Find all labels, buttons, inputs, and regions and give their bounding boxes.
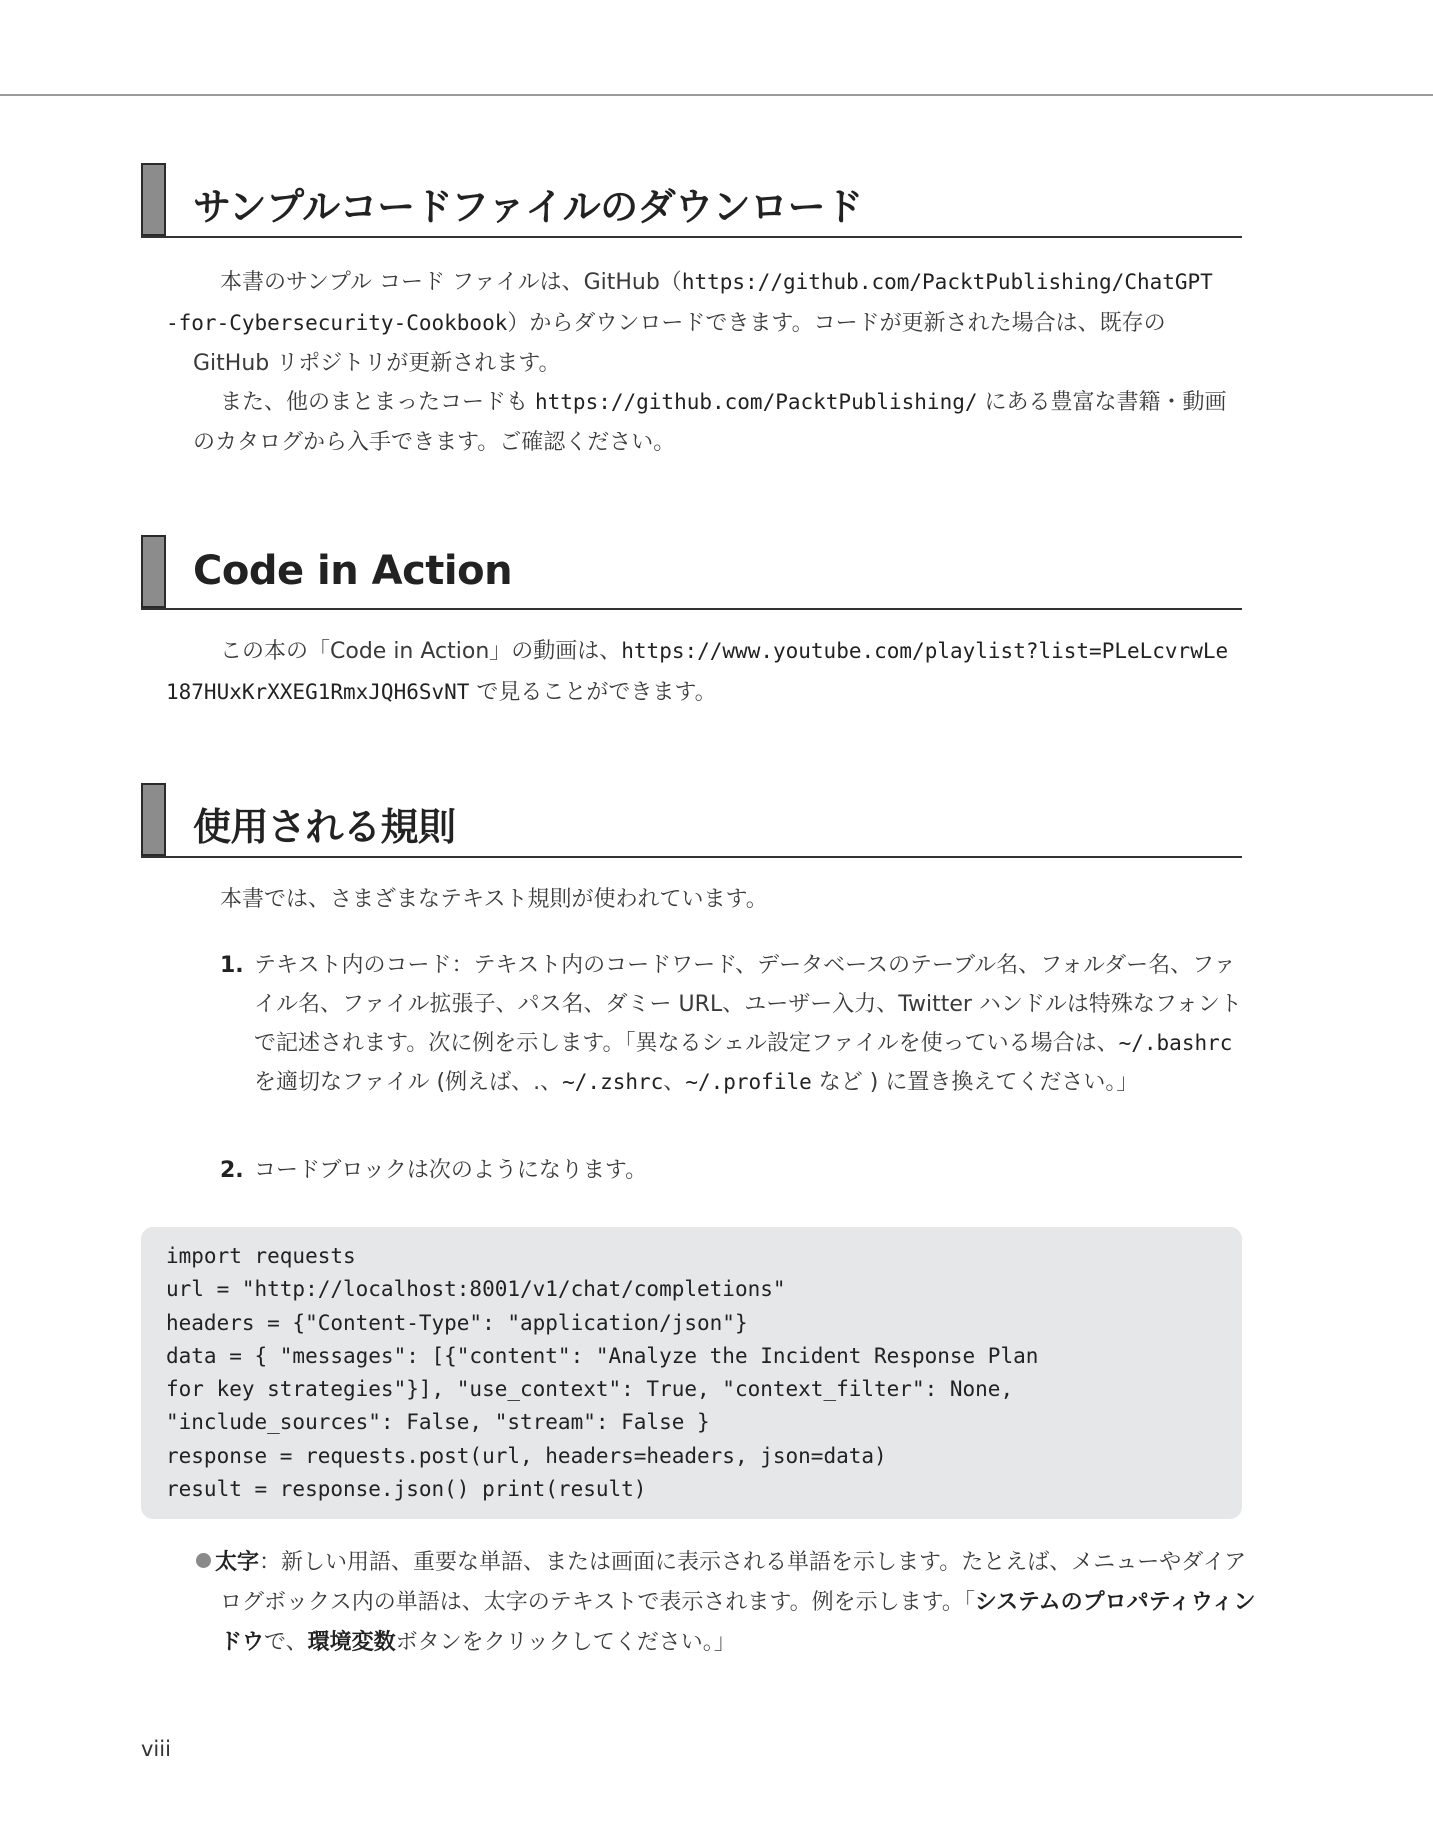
github-url[interactable]: https://github.com/PacktPublishing/ChatGPT xyxy=(681,270,1213,294)
heading-marker-bar xyxy=(141,163,166,236)
code-line: result = response.json() print(result) xyxy=(166,1477,647,1502)
bold-example: システムのプロパティウィンドウ xyxy=(220,1590,1256,1655)
more-code-paragraph xyxy=(193,382,1242,463)
youtube-url-continued[interactable]: 187HUxKrXXEG1RmxJQH6SvNT xyxy=(166,680,470,704)
conventions-intro: 本書では、さまざまなテキスト規則が使われています。 xyxy=(220,887,768,912)
text: 本書のサンプル コード ファイルは、GitHub（ xyxy=(220,270,682,295)
youtube-url[interactable]: https://www.youtube.com/playlist?list=PLeLcvrwLe xyxy=(621,639,1229,663)
code-line: response = requests.post(url, headers=headers, json=data) xyxy=(166,1443,887,1468)
heading-marker-bar xyxy=(141,535,166,608)
bold-term: 太字 xyxy=(215,1550,260,1575)
bullet-body xyxy=(196,1543,1256,1663)
list-item xyxy=(220,1151,1242,1190)
inline-code: ~/.bashrc xyxy=(1118,1031,1233,1055)
section-heading-code-in-action xyxy=(141,535,1242,610)
code-line: data = { "messages": [{"content": "Analyze the Incident Response Plan xyxy=(166,1343,1039,1368)
packt-url[interactable]: https://github.com/PacktPublishing/ xyxy=(535,390,978,414)
download-paragraph xyxy=(166,262,1242,384)
header-rule xyxy=(0,94,1433,96)
section-title: Code in Action xyxy=(193,548,513,594)
text: など ) に置き換えてください。」 xyxy=(811,1070,1139,1095)
code-block xyxy=(141,1227,1242,1519)
list-item-body xyxy=(254,946,1242,1102)
code-in-action-paragraph xyxy=(166,631,1242,713)
inline-code: ~/.zshrc xyxy=(562,1070,664,1094)
heading-marker-bar xyxy=(141,783,166,856)
bullet-icon xyxy=(196,1553,211,1568)
inline-code: ~/.profile xyxy=(685,1070,812,1094)
code-line: import requests xyxy=(166,1244,356,1268)
text: テキスト内のコード：テキスト内のコードワード、データベースのテーブル名、フォルダー名、ファイル名、ファイル拡張子、パス名、ダミー URL、ユーザー入力、Twitter ハンドルは特殊なフォントで記述されます。次に例を示します。「異なるシェル設定ファイルを使っている場合は、 xyxy=(254,953,1242,1056)
list-number: 2. xyxy=(220,1158,244,1183)
text: また、他のまとまったコードも xyxy=(220,390,535,415)
code-line: "include_sources": False, "stream": False } xyxy=(166,1410,710,1435)
section-title: サンプルコードファイルのダウンロード xyxy=(193,185,863,229)
text: を適切なファイル (例えば、.、 xyxy=(254,1070,563,1095)
bullet-item-bold xyxy=(196,1543,1256,1663)
list-number: 1. xyxy=(220,953,244,978)
list-item xyxy=(220,946,1242,1102)
bold-example: 環境変数 xyxy=(307,1630,396,1655)
text: にある豊富な書籍・動画のカタログから入手できます。ご確認ください。 xyxy=(193,390,1227,455)
text: ボタンをクリックしてください。」 xyxy=(395,1630,736,1655)
text: で見ることができます。 xyxy=(469,680,717,705)
github-url-continued[interactable]: -for-Cybersecurity-Cookbook xyxy=(166,311,508,335)
text: 、 xyxy=(663,1070,686,1095)
section-title: 使用される規則 xyxy=(193,805,456,849)
page-number: viii xyxy=(141,1737,171,1761)
section-heading-download xyxy=(141,163,1242,238)
text: ：新しい用語、重要な単語、または画面に表示される単語を示します。たとえば、メニューやダイアログボックス内の単語は、太字のテキストで表示されます。例を示します。「 xyxy=(220,1550,1247,1615)
section-heading-conventions xyxy=(141,783,1242,858)
code-line: headers = {"Content-Type": "application/json"} xyxy=(166,1310,748,1335)
list-item-body: コードブロックは次のようになります。 xyxy=(254,1158,648,1183)
code-line: url = "http://localhost:8001/v1/chat/completions" xyxy=(166,1277,786,1302)
text: で、 xyxy=(264,1630,308,1655)
code-line: for key strategies"}], "use_context": True, "context_filter": None, xyxy=(166,1377,1014,1402)
text: この本の「Code in Action」の動画は、 xyxy=(220,639,622,664)
text: ）からダウンロードできます。コードが更新された場合は、既存の GitHub リポジトリが更新されます。 xyxy=(193,311,1166,376)
